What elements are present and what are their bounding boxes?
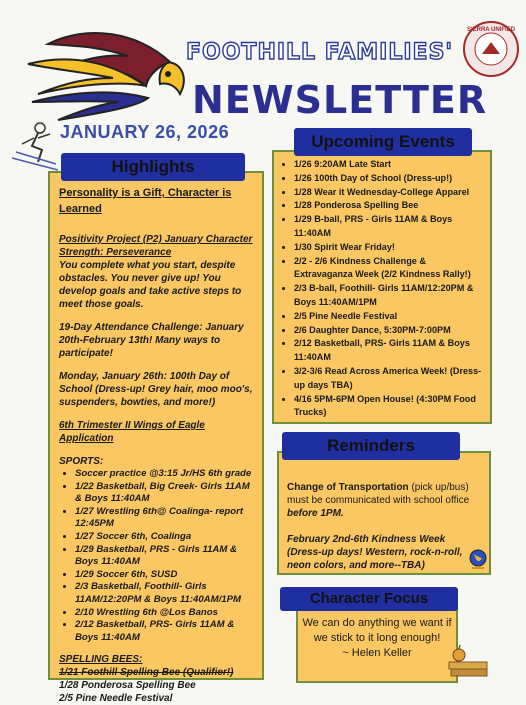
spelling-item: 1/28 Ponderosa Spelling Bee [59, 680, 196, 692]
event-item: • 1/28 Wear it Wednesday-College Apparel [294, 186, 484, 200]
highlights-title: Personality is a Gift, Character is Learned [59, 187, 232, 215]
sports-item: • 1/27 Wrestling 6th@ Coalinga- report 12:45PM [75, 506, 253, 531]
sports-item: • 2/12 Basketball, PRS- Girls 11AM & Boys 11:40AM [75, 619, 253, 644]
p2-body: You complete what you start, despite obstacles. You never give up! You develop goals and take active steps to meet those goals. [59, 260, 242, 310]
event-item: • 1/30 Spirit Wear Friday! [294, 241, 484, 255]
skier-icon [8, 118, 66, 172]
spelling-struck-item: 1/21 Foothill Spelling Bee (Qualifier!) [59, 667, 234, 679]
transport-text: (pick up/bus) must be communicated with school office [287, 482, 470, 506]
sports-item: • 2/10 Wrestling 6th @Los Banos [75, 607, 253, 620]
spelling-heading: SPELLING BEES: [59, 654, 143, 666]
events-list [280, 158, 484, 420]
event-item: • 2/12 Basketball, PRS- Girls 11AM & Boys 11:40AM [294, 337, 484, 365]
books-apple-icon [445, 640, 491, 680]
district-seal [462, 20, 520, 78]
brand-title: NEWSLETTER [192, 78, 488, 122]
sports-heading: SPORTS: [59, 456, 104, 467]
eagle-logo [18, 24, 188, 124]
reminders-panel [277, 451, 491, 575]
event-item: • 2/5 Pine Needle Festival [294, 310, 484, 324]
sports-item: • 1/29 Soccer 6th, SUSD [75, 569, 253, 582]
highlights-heading: Highlights [61, 153, 245, 181]
event-item: • 2/3 B-ball, Foothill- Girls 11AM/12:20PM & Boys 11:40AM/1PM [294, 282, 484, 310]
focus-author: ~ Helen Keller [342, 647, 412, 659]
p2-title: Positivity Project (P2) January Character Strength: Perseverance [59, 234, 253, 258]
kindness-week-note: February 2nd-6th Kindness Week (Dress-up days! Western, rock-n-roll, neon colors, and more--TBA) [287, 534, 463, 571]
transport-label: Change of Transportation [287, 482, 409, 493]
sports-list [59, 468, 253, 644]
sports-item: • Soccer practice @3:15 Jr/HS 6th grade [75, 468, 253, 481]
events-panel [272, 150, 492, 424]
highlights-panel [48, 171, 264, 705]
focus-heading: Character Focus [280, 587, 458, 611]
spelling-item: 2/5 Pine Needle Festival [59, 693, 173, 705]
reminders-heading: Reminders [282, 432, 460, 460]
globe-icon [467, 548, 489, 570]
transport-deadline: before 1PM. [287, 508, 344, 519]
brand-subtitle: FOOTHILL FAMILIES' [186, 40, 454, 65]
newsletter-date: JANUARY 26, 2026 [60, 122, 230, 142]
events-heading: Upcoming Events [294, 128, 472, 156]
event-item: • 3/2-3/6 Read Across America Week! (Dress-up days TBA) [294, 365, 484, 393]
event-item: • 2/2 - 2/6 Kindness Challenge & Extravaganza Week (2/2 Kindness Rally!) [294, 255, 484, 283]
focus-quote: We can do anything we want if we stick to it long enough! [302, 617, 452, 644]
sports-item: • 1/27 Soccer 6th, Coalinga [75, 531, 253, 544]
sports-item: • 1/22 Basketball, Big Creek- Girls 11AM & Boys 11:40AM [75, 481, 253, 506]
day-100-note: Monday, January 26th: 100th Day of School (Dress-up! Grey hair, moo moo's, suspenders, bowties, and more!) [59, 371, 253, 408]
sports-item: • 1/29 Basketball, PRS - Girls 11AM & Boys 11:40AM [75, 544, 253, 569]
event-item: • 1/28 Ponderosa Spelling Bee [294, 199, 484, 213]
transport-reminder [287, 481, 481, 520]
event-item: • 2/6 Daughter Dance, 5:30PM-7:00PM [294, 324, 484, 338]
sports-item: • 2/3 Basketball, Foothill- Girls 11AM/12:20PM & Boys 11:40AM/1PM [75, 581, 253, 606]
focus-panel [296, 600, 458, 683]
attendance-challenge: 19-Day Attendance Challenge: January 20th-February 13th! Many ways to participate! [59, 322, 244, 359]
event-item: • 1/26 100th Day of School (Dress-up!) [294, 172, 484, 186]
trimester-application[interactable]: 6th Trimester II Wings of Eagle Application [59, 420, 205, 444]
svg-text:SIERRA UNIFIED: SIERRA UNIFIED [466, 27, 516, 33]
event-item: • 4/16 5PM-6PM Open House! (4:30PM Food Trucks) [294, 393, 484, 421]
event-item: • 1/29 B-ball, PRS - Girls 11AM & Boys 11:40AM [294, 213, 484, 241]
event-item: • 1/26 9:20AM Late Start [294, 158, 484, 172]
